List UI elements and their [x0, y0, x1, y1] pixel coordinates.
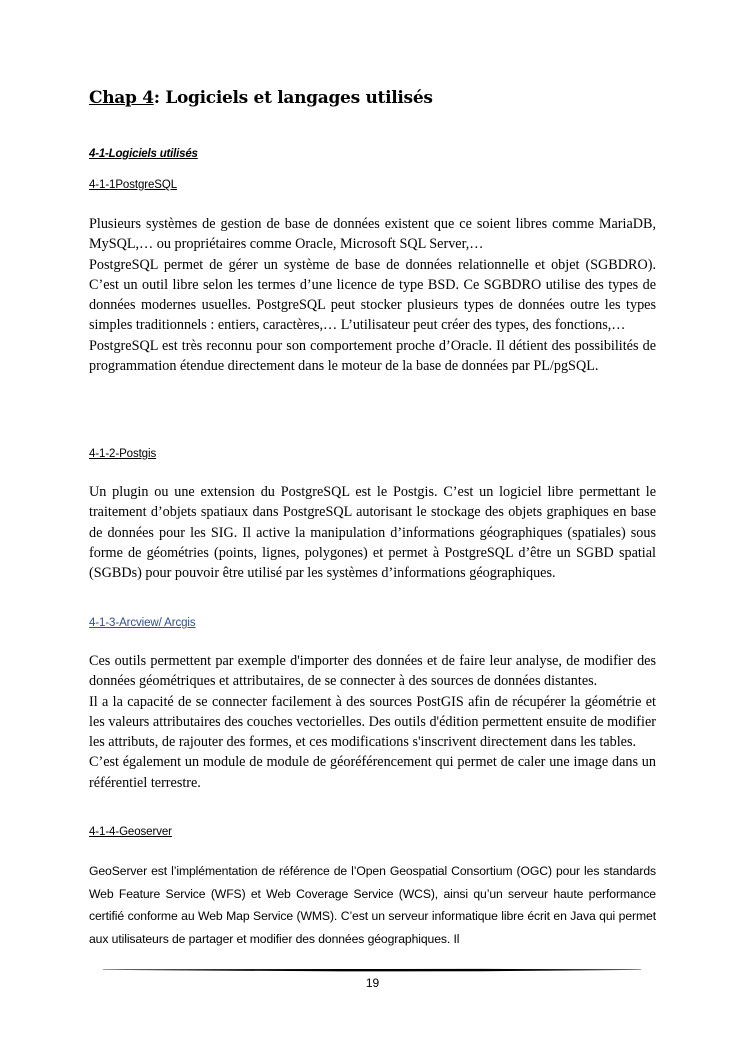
postgresql-paragraph-3: PostgreSQL est très reconnu pour son comportement proche d’Oracle. Il détient des possibilités de programmation étendue directement dans le moteur de la base de données par PL/pgSQL. [89, 337, 656, 375]
heading-postgresql: 4-1-1PostgreSQL [89, 179, 177, 191]
postgis-paragraph-1: Un plugin ou une extension du PostgreSQL est le Postgis. C’est un logiciel libre permettant le traitement d’objets spatiaux dans PostgreSQL autorisant le stockage des objets graphiques en base de données pour les SIG. Il active la manipulation d’informations géographiques (spatiales) sous forme de géométries (points, lignes, polygones) et permet à PostgreSQL d’être un SGBD spatial (SGBDs) pour pouvoir être utilisé par les systèmes d’informations géographiques. [89, 484, 656, 582]
arcview-body [89, 651, 656, 793]
postgresql-paragraph-2: PostgreSQL permet de gérer un système de base de données relationnelle et objet (SGBDRO). C’est un outil libre selon les termes d’une licence de type BSD. Ce SGBDRO utilise des types de données modernes usuelles. PostgreSQL peut stocker plusieurs types de données outre les types simples traditionnels : entiers, caractères,… L’utilisateur peut créer des types, des fonctions,… [89, 256, 656, 334]
postgresql-paragraph-1: Plusieurs systèmes de gestion de base de données existent que ce soient libres comme MariaDB, MySQL,… ou propriétaires comme Oracle, Microsoft SQL Server,… [89, 216, 656, 253]
arcview-paragraph-1: Ces outils permettent par exemple d'importer des données et de faire leur analyse, de modifier des données géométriques et attributaires, de se connecter à des sources de données distantes. [89, 653, 656, 690]
postgis-body [89, 482, 656, 583]
heading-geoserver: 4-1-4-Geoserver [89, 826, 172, 838]
heading-postgis: 4-1-2-Postgis [89, 448, 157, 460]
postgresql-body [89, 214, 656, 376]
chapter-label: Chap 4 [89, 88, 154, 108]
section-heading-logiciels: 4-1-Logiciels utilisés [89, 148, 198, 160]
arcview-paragraph-3: C’est également un module de module de géoréférencement qui permet de caler une image dans un référentiel terrestre. [89, 754, 656, 791]
heading-arcview: 4-1-3-Arcview/ Arcgis [89, 617, 196, 629]
geoserver-paragraph: GeoServer est l’implémentation de référence de l’Open Geospatial Consortium (OGC) pour les standards Web Feature Service (WFS) et Web Coverage Service (WCS), ainsi qu’un serveur haute performance certifié conforme au Web Map Service (WMS). C’est un serveur informatique libre écrit en Java qui permet aux utilisateurs de partager et modifier des données géographiques. Il [89, 864, 656, 947]
page-number: 19 [365, 976, 380, 990]
footer-rule [103, 968, 641, 972]
chapter-title-text: : Logiciels et langages utilisés [153, 88, 433, 108]
chapter-title [89, 88, 433, 108]
arcview-paragraph-2: Il a la capacité de se connecter facilement à des sources PostGIS afin de récupérer la géométrie et les valeurs attributaires des couches vectorielles. Des outils d'édition permettent ensuite de modifier les attributs, de rajouter des formes, et ces modifications s'inscrivent directement dans les tables. [89, 693, 656, 751]
